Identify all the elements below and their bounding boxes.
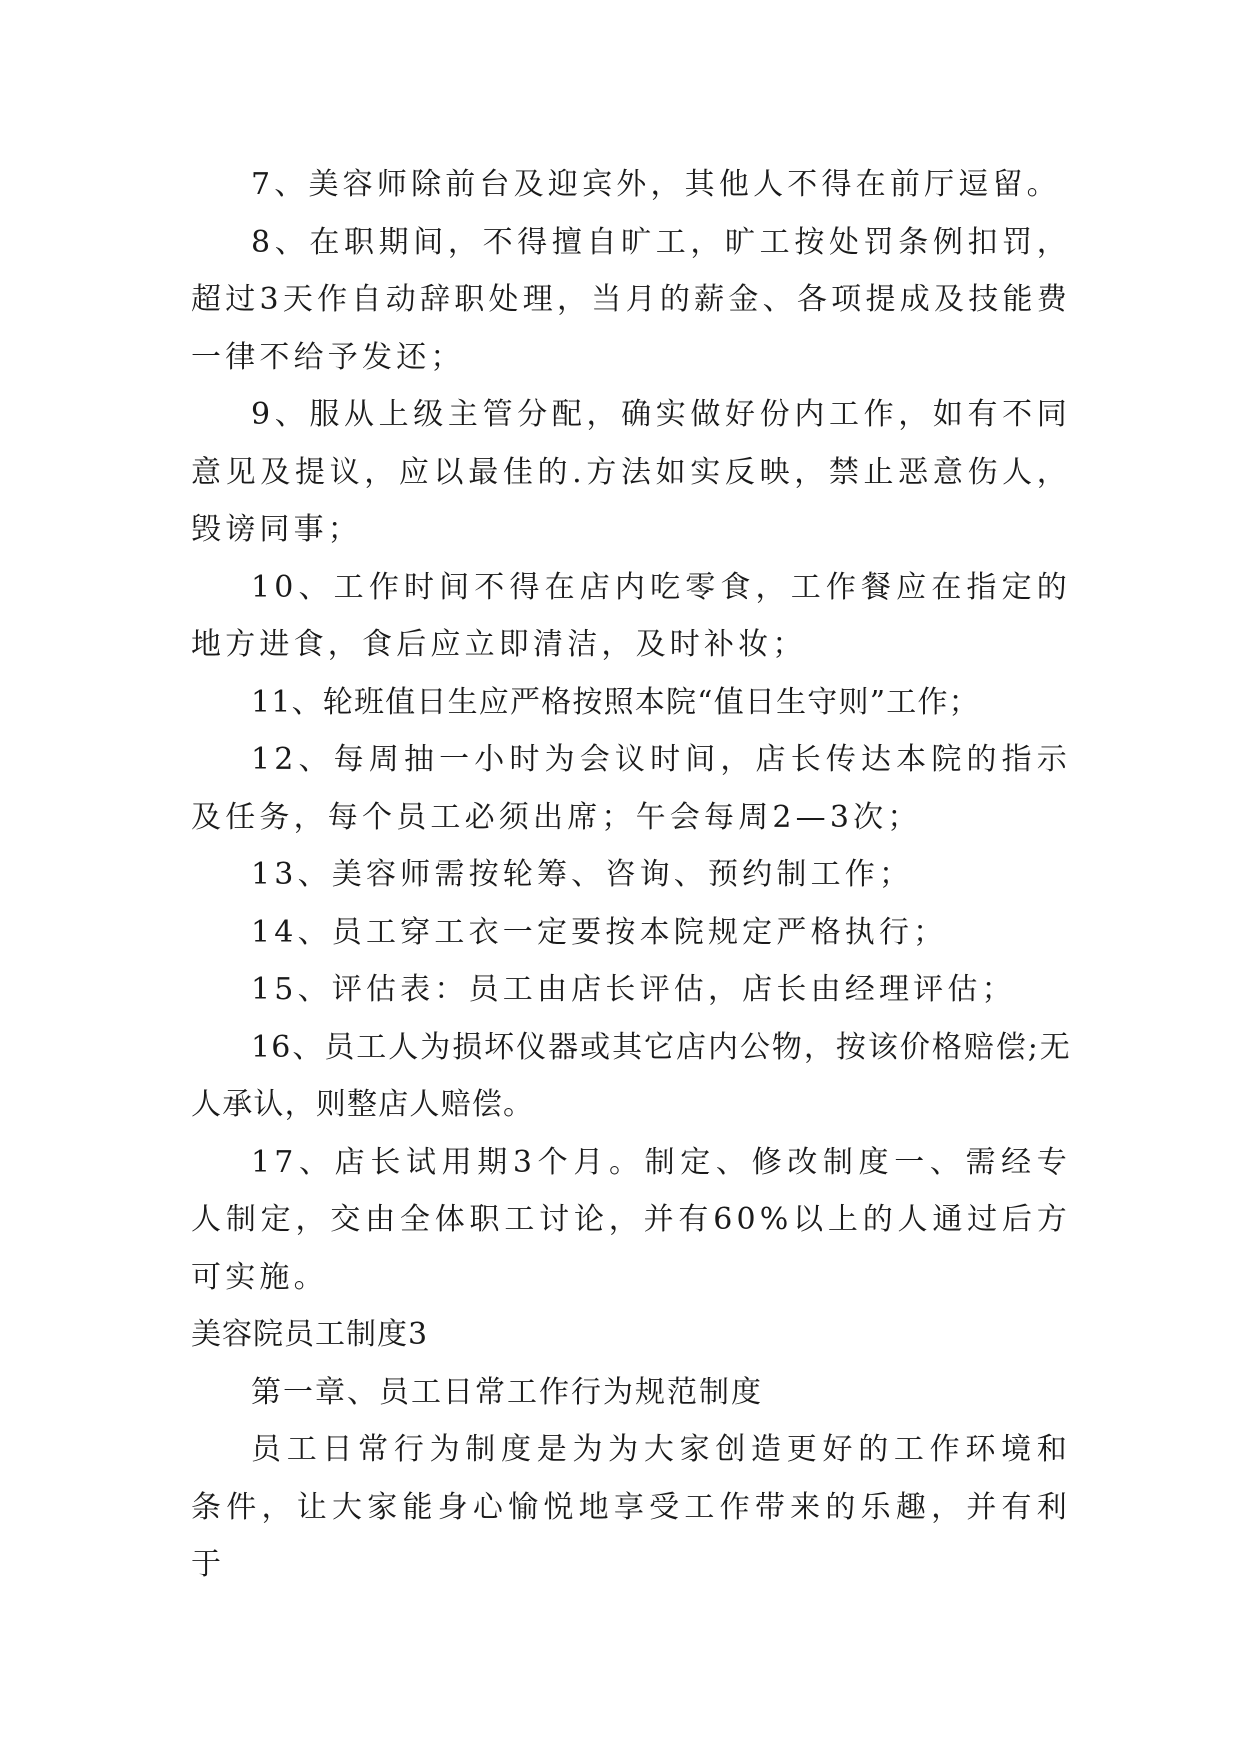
section-title: 美容院员工制度3 [191, 1317, 429, 1352]
rule-paragraph-8: 8、在职期间，不得擅自旷工，旷工按处罚条例扣罚，超过3天作自动辞职处理，当月的薪金、各项提成及技能费一律不给予发还； [191, 224, 1071, 375]
intro-paragraph: 员工日常行为制度是为为大家创造更好的工作环境和条件，让大家能身心愉悦地享受工作带来的乐趣，并有利于 [191, 1432, 1071, 1582]
rule-paragraph-7: 7、美容师除前台及迎宾外，其他人不得在前厅逗留。 [251, 167, 1061, 202]
rule-paragraph-17: 17、店长试用期3个月。制定、修改制度一、需经专人制定，交由全体职工讨论，并有60%以上的人通过后方可实施。 [191, 1144, 1071, 1295]
rule-paragraph-15: 15、评估表：员工由店长评估，店长由经理评估； [251, 972, 1016, 1007]
rule-paragraph-10: 10、工作时间不得在店内吃零食，工作餐应在指定的地方进食，食后应立即清洁，及时补妆； [191, 569, 1071, 662]
chapter-title: 第一章、员工日常工作行为规范制度 [251, 1374, 763, 1410]
rule-paragraph-16: 16、员工人为损坏仪器或其它店内公物，按该价格赔偿;无人承认，则整店人赔偿。 [191, 1029, 1071, 1122]
rule-paragraph-12: 12、每周抽一小时为会议时间，店长传达本院的指示及任务，每个员工必须出席；午会每周2—3次； [191, 742, 1071, 835]
document-body [191, 156, 1071, 1594]
rule-paragraph-11: 11、轮班值日生应严格按照本院“值日生守则”工作； [251, 684, 980, 720]
rule-paragraph-9: 9、服从上级主管分配，确实做好份内工作，如有不同意见及提议，应以最佳的.方法如实反映，禁止恶意伤人，毁谤同事； [191, 397, 1071, 547]
rule-paragraph-13: 13、美容师需按轮筹、咨询、预约制工作； [251, 857, 914, 892]
rule-paragraph-14: 14、员工穿工衣一定要按本院规定严格执行； [251, 914, 948, 950]
